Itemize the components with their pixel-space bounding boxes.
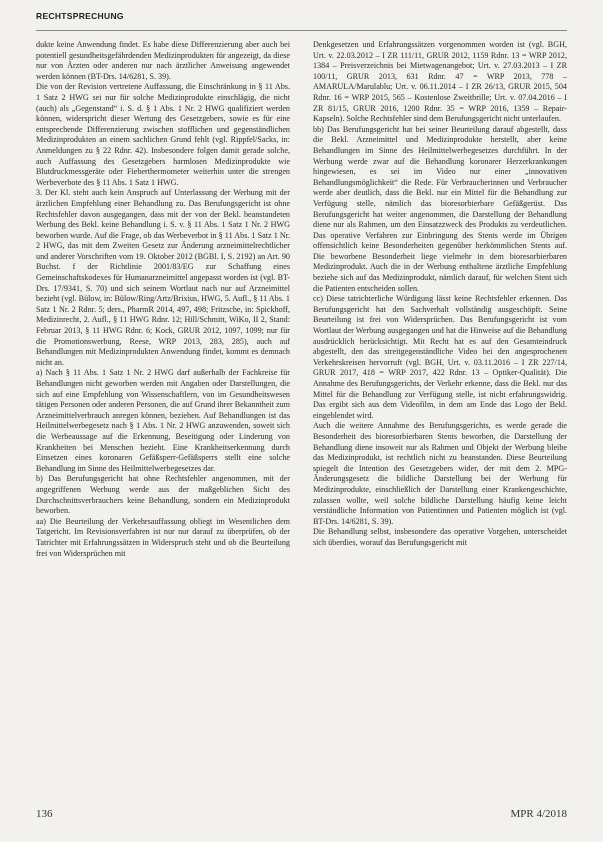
left-text-column	[36, 40, 290, 788]
paragraph: Auch die weitere Annahme des Berufungsgerichts, es werde gerade die Besonderheit des bioresorbierbaren Stents beworben, die Darstellung der Behandlung diene insoweit nur als Rahmen und Objekt der Werbung bleibe das Medizinprodukt, ist rechtlich nicht zu beanstanden. Diese Beurteilung spiegelt die Intention des Gesetzgebers wider, der mit dem 2. MPG-Änderungsgesetz die bildliche Darstellung bei der Werbung für Medizinprodukte, einschließlich der Darstellung einer Krankengeschichte, zulassen wollte, weil solche bildliche Darstellung häufig keine leicht verständliche Information von Patientinnen und Patienten möglich ist (vgl. BT-Drs. 14/6281, S. 39).	[313, 421, 567, 526]
paragraph: aa) Die Beurteilung der Verkehrsauffassung obliegt im Wesentlichen dem Tatgericht. Im Revisionsverfahren ist nur nur darauf zu überprüfen, ob der Tatrichter mit Erfahrungssätzen in Widerspruch steht und ob die Beurteilung frei von Widersprüchen mit	[36, 516, 290, 558]
paragraph: Die Behandlung selbst, insbesondere das operative Vorgehen, unterscheidet sich überdies, worauf das Berufungsgericht mit	[313, 527, 567, 547]
paragraph: 3. Der Kl. steht auch kein Anspruch auf Unterlassung der Werbung mit der ärztlichen Empfehlung einer Behandlung zu. Das Berufungsgericht ist ohne Rechtsfehler davon ausgegangen, dass mit der von der Bekl. beanstandeten Werbung des Bekl. keine Behandlung i. S. v. § 11 Abs. 1 Satz 1 Nr. 2 HWG beworben wurde. Auf die Frage, ob das Werbeverbot in § 11 Abs. 1 Satz 1 Nr. 2 HWG, das mit dem Zweiten Gesetz zur Änderung arzneimittelrechtlicher und anderer Vorschriften vom 19. Oktober 2012 (BGBl. I, S. 2192) an Art. 90 Buchst. f der Richtlinie 2001/83/EG zur Schaffung eines Gemeinschaftskodexes für Humanarzneimittel angepasst worden ist (vgl. BT-Drs. 17/9341, S. 70) und sich seinem Wortlaut nach nur auf Arzneimittel bezieht (vgl. Bülow, in: Bülow/Ring/Artz/Brixius, HWG, 5. Aufl., § 11 Abs. 1 Satz 1 Nr. 2 Rdnr. 5; ders., PharmR 2014, 497, 498; Fritzsche, in: Spickhoff, Medizinrecht, 2. Aufl., § 11 HWG Rdnr. 12; Hill/Schmitt, WiKo, II 2, Stand: Februar 2013, § 11 HWG Rdnr. 6; Kock, GRUR 2012, 1097, 1099; nur für die Promotionswerbung, Reese, WRP 2013, 283, 285), auch auf Behandlungen mit Medizinprodukten Anwendung findet, kommt es demnach nicht an.	[36, 188, 290, 367]
section-title: RECHTSPRECHUNG	[36, 11, 124, 21]
page-number: 136	[36, 808, 53, 820]
right-text-column	[313, 40, 567, 788]
paragraph: Die von der Revision vertretene Auffassung, die Einschränkung in § 11 Abs. 1 Satz 2 HWG sei nur für solche Medizinprodukte einschlägig, die nicht (auch) als „Gegenstand“ i. S. d. § 1 Abs. 1 Nr. 2 HWG qualifiziert werden können, widerspricht dieser Wertung des Gesetzgebers, sowie es für eine entsprechende Differenzierung zwischen stofflichen und gegenständlichen Medizinprodukten an einem sachlichen Grund fehlt (vgl. Rippfel/Sacks, in: Anmeldungen zu § 22 Rdnr. 42). Insbesondere folgen damit gerade solche, auch Auffassung des Gesetzgebers harmlosen Medizinprodukte wie Blutdruckmessgeräte oder Fieberthermometer weiterhin unter die strengen Werbeverbote des § 11 Abs. 1 Satz 1 HWG.	[36, 82, 290, 187]
journal-issue: MPR 4/2018	[510, 808, 567, 820]
paragraph: a) Nach § 11 Abs. 1 Satz 1 Nr. 2 HWG darf außerhalb der Fachkreise für Behandlungen nicht geworben werden mit Angaben oder Darstellungen, die sich auf eine Empfehlung von Wissenschaftlern, von im Gesundheitswesen tätigen Personen oder anderen Personen, die auf Grund ihrer Bekanntheit zum Arzneimittelverbrauch anregen können, beziehen. Auf Behandlungen ist das Heilmittelwerbegesetz nach § 1 Abs. 1 Nr. 2 HWG anzuwenden, soweit sich die Werbeaussage auf die Erkennung, Beseitigung oder Linderung von Krankheiten bei Menschen bezieht. Eine Krankheitserkennung durch Einsetzen eines koronaren Gefäßsperr-Gefäßsperrs stellt eine solche Behandlung im Sinne des Heilmittelwerbegesetzes dar.	[36, 368, 290, 473]
paragraph: cc) Diese tatrichterliche Würdigung lässt keine Rechtsfehler erkennen. Das Berufungsgericht hat den Sachverhalt vollständig ausgeschöpft. Seine Beurteilung ist frei von Widersprüchen. Das Berufungsgericht ist vom Wortlaut der Werbung ausgegangen und hat die Hinweise auf die Behandlung ausdrücklich berücksichtigt. Mit Recht hat es auf den Gesamteindruck abgestellt, den das streitgegenständliche Video bei den angesprochenen Verkehrskreisen hervorruft (vgl. BGH, Urt. v. 03.11.2016 – I ZR 227/14, GRUR 2017, 418 = WRP 2017, 422 Rdnr. 13 – Optiker-Qualität). Die Annahme des Berufungsgerichts, der Verkehr erkenne, dass die Bekl. nur das Mittel für die Behandlung zur Verfügung stelle, ist nicht erfahrungswidrig. Das ergibt sich aus dem Videofilm, in dem am Ende das Logo der Bekl. eingeblendet wird.	[313, 294, 567, 420]
paragraph: bb) Das Berufungsgericht hat bei seiner Beurteilung darauf abgestellt, dass die Bekl. Arzneimittel und Medizinprodukte herstellt, aber keine Behandlungen im Sinne des Heilmittelwerbegesetzes durchführt. In der Werbung werde zwar auf die Behandlung koronarer Herzerkrankungen hingewiesen, es sei im Video nur einer „innovativen Behandlungsmöglichkeit“ die Rede. Für Verbraucherinnen und Verbraucher werde aber deutlich, dass die Bekl. nur ein Mittel für die Behandlung zur Verfügung stelle, nämlich das bioresorbierbare Gefäßgerüst. Das Berufungsgericht hat weiter angenommen, die Darstellung der Behandlung diene nur als Rahmen, um den Einsatzzweck des Produkts zu verdeutlichen. Das operative Verfahren zur Einbringung des Stents werde im Übrigen offensichtlich keine Besonderheiten gegenüber herkömmlichen Stents auf. Die beworbene Besonderheit liege vielmehr in dem bioresorbierbaren Medizinprodukt. Auch die in der Werbung enthaltene ärztliche Empfehlung beziehe sich auf das Medizinprodukt, nämlich darauf, für welchen Stent sich die Patienten entscheiden sollen.	[313, 124, 567, 293]
paragraph: b) Das Berufungsgericht hat ohne Rechtsfehler angenommen, mit der angegriffenen Werbung werde aus der maßgeblichen Sicht des Durchschnittsverbrauchers keine Behandlung, sondern ein Medizinprodukt beworben.	[36, 474, 290, 516]
paragraph: dukte keine Anwendung findet. Es habe diese Differenzierung aber auch bei potentiell gesundheitsgefährdenden Medizinprodukten für angezeigt, da diese nur von Ärzten oder anderen nur nach ärztlicher Anweisung angewendet werden können (BT-Drs. 14/6281, S. 39).	[36, 40, 290, 81]
paragraph: Denkgesetzen und Erfahrungssätzen vorgenommen worden ist (vgl. BGH, Urt. v. 22.03.2012 – I ZR 111/11, GRUR 2012, 1159 Rdnr. 13 = WRP 2012, 1384 – Preisverzeichnis bei Mietwagenangebot; Urt. v. 27.03.2013 – I ZR 100/11, GRUR 2013, 631 Rdnr. 47 = WRP 2013, 778 – AMARULA/Marulablu; Urt. v. 06.11.2014 – I ZR 26/13, GRUR 2015, 504 Rdnr. 16 = WRP 2015, 565 – Kostenlose Zweitbrille; Urt. v. 07.04.2016 – I ZR 81/15, GRUR 2016, 1200 Rdnr. 35 = WRP 2016, 1359 – Repair-Kapseln). Solche Rechtsfehler sind dem Berufungsgericht nicht unterlaufen.	[313, 40, 567, 124]
header-divider	[36, 30, 567, 31]
